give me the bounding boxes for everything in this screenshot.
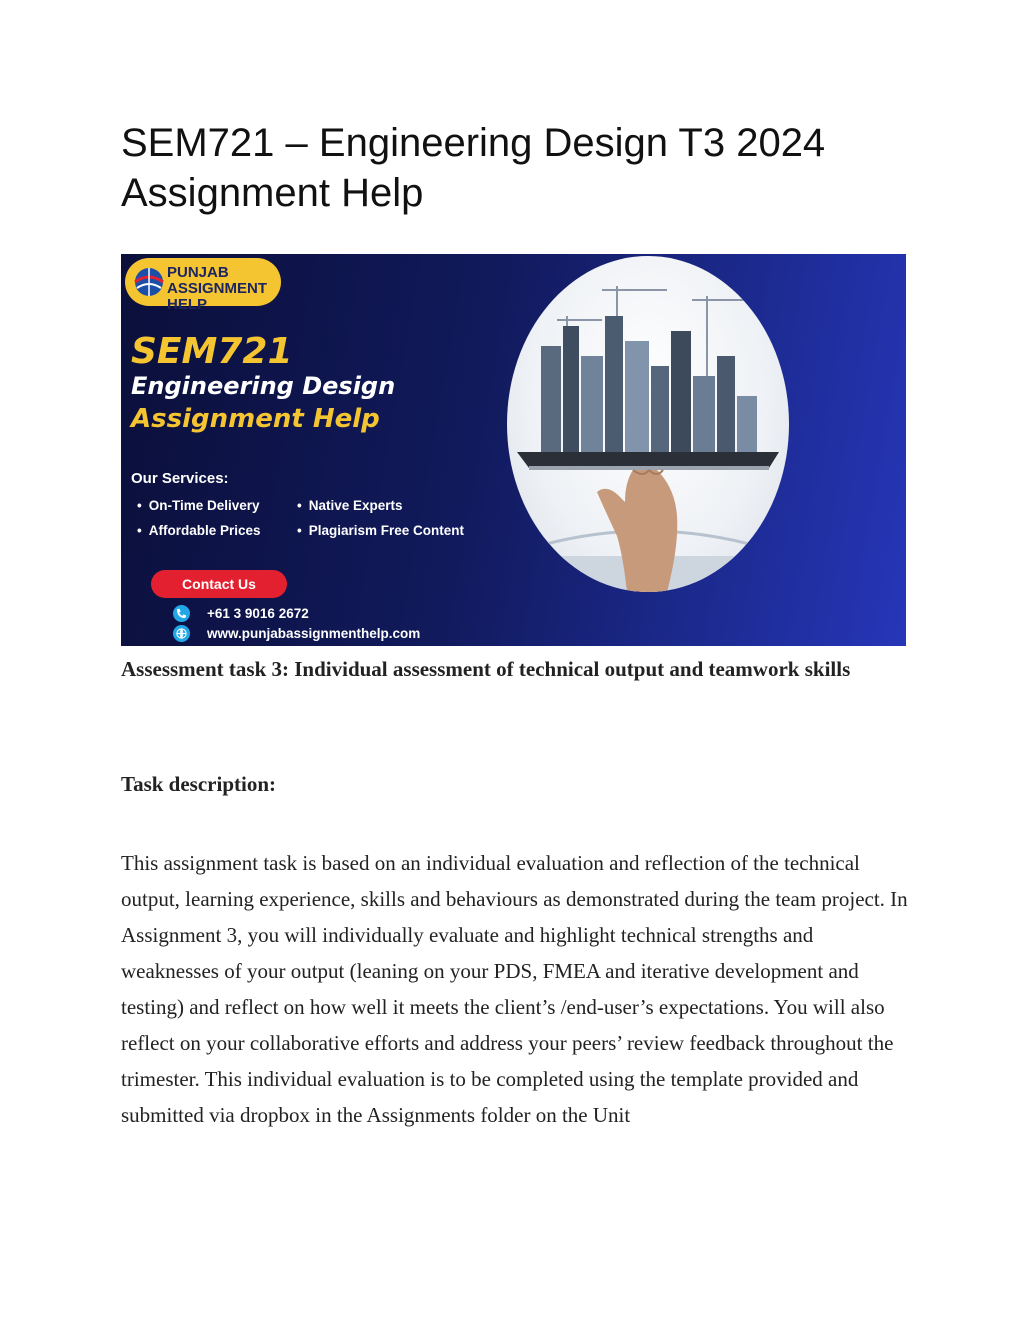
service-item: • Native Experts <box>297 498 403 513</box>
service-item: • Plagiarism Free Content <box>297 523 464 538</box>
website-link[interactable]: www.punjabassignmenthelp.com <box>207 625 421 641</box>
section-heading: Assessment task 3: Individual assessment of technical output and teamwork skills <box>121 657 851 681</box>
page-title: SEM721 – Engineering Design T3 2024 Assignment Help <box>121 121 826 215</box>
task-description-heading: Task description: <box>121 772 277 796</box>
service-item: • On-Time Delivery <box>137 498 260 513</box>
logo-text <box>167 265 281 313</box>
globe-logo-icon <box>133 266 165 298</box>
logo-line-2: ASSIGNMENT HELP <box>167 280 268 313</box>
banner-headline-code: SEM721 <box>131 331 293 372</box>
banner-headline-subject: Engineering Design <box>131 372 396 400</box>
contact-us-button[interactable]: Contact Us <box>151 570 287 598</box>
website-row <box>173 624 420 642</box>
services-title: Our Services: <box>131 470 229 487</box>
banner-headline-help: Assignment Help <box>131 404 380 434</box>
city-tablet-photo <box>507 256 789 592</box>
brand-logo <box>125 258 281 313</box>
globe-icon <box>173 625 190 642</box>
phone-row <box>173 604 309 622</box>
promo-banner <box>121 254 906 646</box>
phone-number: +61 3 9016 2672 <box>207 605 309 621</box>
logo-line-1: PUNJAB <box>167 264 229 281</box>
service-item: • Affordable Prices <box>137 523 261 538</box>
city-illustration <box>507 256 789 592</box>
phone-icon <box>173 605 190 622</box>
task-description-paragraph: This assignment task is based on an individual evaluation and reflection of the technical output, learning experience, skills and behaviours as demonstrated during the team project. In Assignment 3, you will individually evaluate and highlight technical strengths and weaknesses of your output (leaning on your PDS, FMEA and iterative development and testing) and reflect on how well it meets the client’s /end-user’s expectations. You will also reflect on your collaborative efforts and address your peers’ review feedback throughout the trimester. This individual evaluation is to be completed using the template provided and submitted via dropbox in the Assignments folder on the Unit <box>121 851 908 1127</box>
